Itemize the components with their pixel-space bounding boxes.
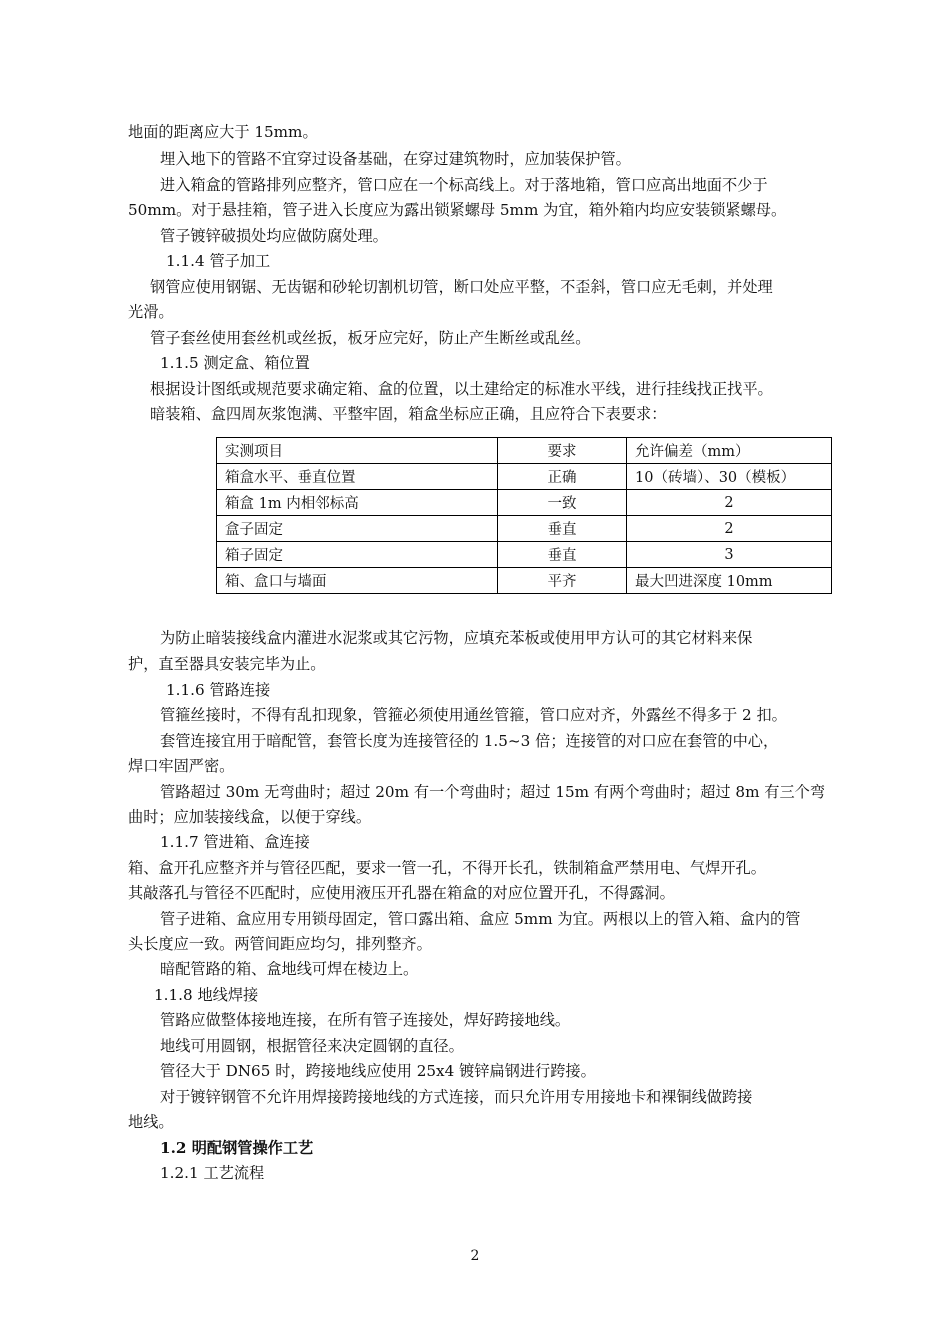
paragraph-line: 其敲落孔与管径不匹配时，应使用液压开孔器在箱盒的对应位置开孔，不得露洞。: [128, 884, 675, 902]
table-header-cell: 要求: [498, 438, 627, 464]
table-cell: 10（砖墙）、30（模板）: [627, 464, 832, 490]
table-cell: 2: [627, 490, 832, 516]
section-heading: 1.1.5 测定盒、箱位置: [160, 354, 310, 372]
page-number: 2: [470, 1248, 480, 1264]
section-heading: 1.2.1 工艺流程: [160, 1164, 265, 1182]
paragraph-line: 管箍丝接时，不得有乱扣现象，管箍必须使用通丝管箍，管口应对齐，外露丝不得多于 2 扣。: [160, 706, 787, 724]
paragraph-line: 地线。: [128, 1113, 174, 1131]
paragraph-line: 套管连接宜用于暗配管，套管长度为连接管径的 1.5~3 倍；连接管的对口应在套管的中心，: [160, 732, 779, 750]
table-header-row: [217, 438, 832, 464]
paragraph-line: 钢管应使用钢锯、无齿锯和砂轮切割机切管，断口处应平整，不歪斜，管口应无毛刺，并处理: [150, 278, 773, 296]
paragraph-line: 暗装箱、盒四周灰浆饱满、平整牢固，箱盒坐标应正确，且应符合下表要求：: [150, 405, 667, 423]
table-cell: 2: [627, 516, 832, 542]
paragraph-line: 箱、盒开孔应整齐并与管径匹配，要求一管一孔，不得开长孔，铁制箱盒严禁用电、气焊开孔。: [128, 859, 766, 877]
paragraph-line: 对于镀锌钢管不允许用焊接跨接地线的方式连接，而只允许用专用接地卡和裸铜线做跨接: [160, 1088, 753, 1106]
paragraph-line: 根据设计图纸或规范要求确定箱、盒的位置，以土建给定的标准水平线，进行挂线找正找平。: [150, 380, 773, 398]
table-cell: 箱子固定: [217, 542, 498, 568]
table-cell: 箱盒水平、垂直位置: [217, 464, 498, 490]
table-row: [217, 542, 832, 568]
paragraph-line: 50mm。对于悬挂箱，管子进入长度应为露出锁紧螺母 5mm 为宜，箱外箱内均应安装锁紧螺母。: [128, 201, 787, 219]
paragraph-line: 光滑。: [128, 303, 174, 321]
requirements-table: [216, 437, 832, 594]
paragraph-line: 头长度应一致。两管间距应均匀，排列整齐。: [128, 935, 432, 953]
table-cell: 垂直: [498, 542, 627, 568]
paragraph-line: 护，直至器具安装完毕为止。: [128, 655, 326, 673]
section-heading: 1.1.4 管子加工: [166, 252, 271, 270]
paragraph-line: 管路超过 30m 无弯曲时；超过 20m 有一个弯曲时；超过 15m 有两个弯曲时；超过 8m 有三个弯: [160, 783, 826, 801]
table-cell: 一致: [498, 490, 627, 516]
paragraph-line: 曲时；应加装接线盒，以便于穿线。: [128, 808, 371, 826]
paragraph-line: 管径大于 DN65 时，跨接地线应使用 25x4 镀锌扁钢进行跨接。: [160, 1062, 596, 1080]
table-row: [217, 490, 832, 516]
table-cell: 垂直: [498, 516, 627, 542]
table-header-cell: 实测项目: [217, 438, 498, 464]
table-row: [217, 516, 832, 542]
table-cell: 平齐: [498, 568, 627, 594]
paragraph-line: 焊口牢固严密。: [128, 757, 235, 775]
section-heading-bold: 1.2 明配钢管操作工艺: [160, 1139, 314, 1157]
section-heading: 1.1.7 管进箱、盒连接: [160, 833, 310, 851]
table-cell: 盒子固定: [217, 516, 498, 542]
paragraph-line: 进入箱盒的管路排列应整齐，管口应在一个标高线上。对于落地箱，管口应高出地面不少于: [160, 176, 768, 194]
paragraph-line: 管路应做整体接地连接，在所有管子连接处，焊好跨接地线。: [160, 1011, 571, 1029]
table-cell: 最大凹进深度 10mm: [627, 568, 832, 594]
table-cell: 正确: [498, 464, 627, 490]
section-heading: 1.1.8 地线焊接: [154, 986, 259, 1004]
paragraph-line: 地面的距离应大于 15mm。: [128, 123, 318, 141]
table-cell: 箱、盒口与墙面: [217, 568, 498, 594]
table-row: [217, 568, 832, 594]
paragraph-line: 管子套丝使用套丝机或丝扳，板牙应完好，防止产生断丝或乱丝。: [150, 329, 591, 347]
paragraph-line: 暗配管路的箱、盒地线可焊在棱边上。: [160, 960, 419, 978]
table-row: [217, 464, 832, 490]
section-heading: 1.1.6 管路连接: [166, 681, 271, 699]
paragraph-line: 管子进箱、盒应用专用锁母固定，管口露出箱、盒应 5mm 为宜。两根以上的管入箱、盒内的管: [160, 910, 801, 928]
paragraph-line: 管子镀锌破损处均应做防腐处理。: [160, 227, 388, 245]
table-cell: 3: [627, 542, 832, 568]
paragraph-line: 为防止暗装接线盒内灌进水泥浆或其它污物，应填充苯板或使用甲方认可的其它材料来保: [160, 629, 753, 647]
paragraph-line: 地线可用圆钢，根据管径来决定圆钢的直径。: [160, 1037, 464, 1055]
table-header-cell: 允许偏差（mm）: [627, 438, 832, 464]
table-cell: 箱盒 1m 内相邻标高: [217, 490, 498, 516]
paragraph-line: 埋入地下的管路不宜穿过设备基础，在穿过建筑物时，应加装保护管。: [160, 150, 631, 168]
